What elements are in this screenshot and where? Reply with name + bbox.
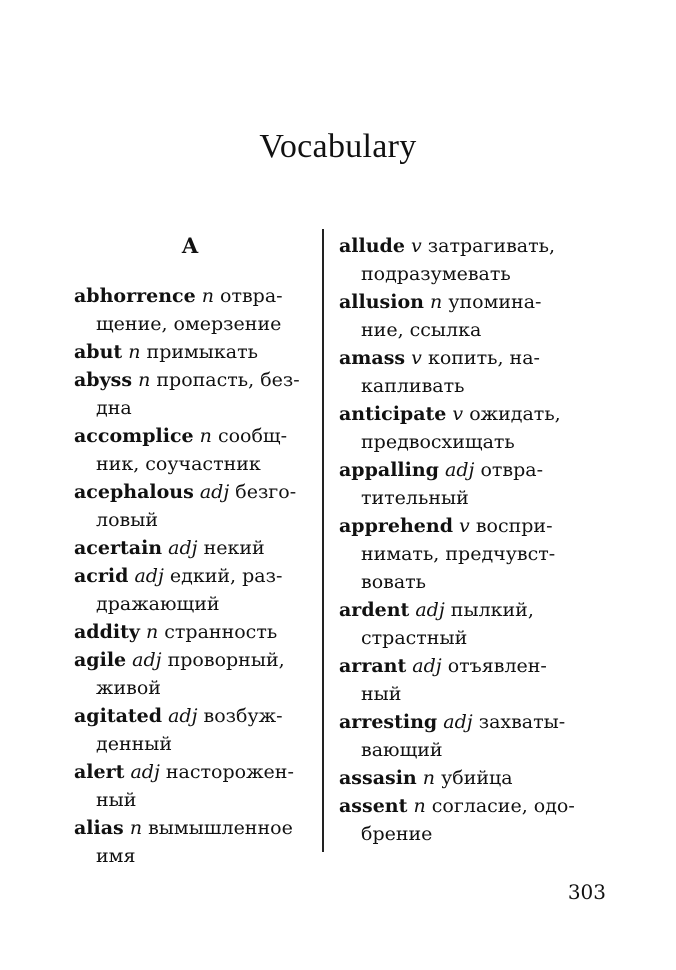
entry-definition: захваты-	[478, 711, 566, 733]
entry-part-of-speech: n	[145, 621, 159, 643]
entry-definition: отвра-	[480, 459, 543, 481]
entry-headword: acrid	[74, 565, 129, 587]
entry-part-of-speech: n	[199, 425, 212, 447]
entry-headword: allude	[339, 235, 405, 257]
left-column	[74, 232, 306, 870]
entry-part-of-speech: n	[129, 817, 143, 839]
entry-definition: безго-	[235, 481, 297, 503]
entry-definition: отвра-	[220, 285, 283, 307]
entry-part-of-speech: adj	[445, 459, 475, 481]
entry-definition-continuation: живой	[96, 677, 161, 699]
entry-part-of-speech: n	[430, 291, 443, 313]
entry-first-line	[339, 792, 584, 820]
vocab-entry	[339, 708, 584, 764]
entry-definition: ожидать,	[469, 403, 561, 425]
vocab-entry	[74, 338, 306, 366]
vocab-entry	[339, 344, 584, 400]
entry-definition: примыкать	[146, 341, 258, 363]
vocab-entry	[74, 366, 306, 422]
entry-definition-continuation: ник, соучастник	[96, 453, 261, 475]
entry-headword: addity	[74, 621, 140, 643]
entry-definition: упомина-	[448, 291, 542, 313]
page-number: 303	[567, 880, 606, 904]
entry-headword: assent	[339, 795, 408, 817]
entry-definition-continuation: предвосхищать	[361, 431, 515, 453]
vocab-entry	[74, 702, 306, 758]
entry-definition: отъявлен-	[447, 655, 547, 677]
left-entry-list	[74, 282, 306, 870]
entry-first-line	[339, 708, 584, 736]
entry-headword: abyss	[74, 369, 133, 391]
entry-definition: затрагивать,	[427, 235, 555, 257]
entry-definition: насторожен-	[165, 761, 294, 783]
entry-first-line	[339, 456, 584, 484]
entry-definition-continuation: брение	[361, 823, 433, 845]
entry-definition-continuation: дражающий	[96, 593, 220, 615]
entry-first-line	[74, 338, 306, 366]
entry-definition: копить, на-	[427, 347, 540, 369]
entry-part-of-speech: adj	[415, 599, 445, 621]
vocab-entry	[74, 618, 306, 646]
entry-definition: вымышленное	[148, 817, 293, 839]
entry-first-line	[339, 596, 584, 624]
entry-first-line	[339, 344, 584, 372]
entry-first-line	[74, 534, 306, 562]
vocab-entry	[74, 534, 306, 562]
vocab-entry	[74, 282, 306, 338]
column-divider	[322, 229, 324, 852]
entry-definition-continuation: страстный	[361, 627, 468, 649]
entry-definition-continuation: ный	[361, 683, 402, 705]
entry-headword: accomplice	[74, 425, 194, 447]
entry-part-of-speech: n	[128, 341, 141, 363]
entry-part-of-speech: n	[138, 369, 151, 391]
vocab-entry	[74, 562, 306, 618]
entry-definition: согласие, одо-	[431, 795, 575, 817]
entry-definition-continuation: щение, омерзение	[96, 313, 282, 335]
entry-headword: assasin	[339, 767, 417, 789]
entry-headword: agitated	[74, 705, 163, 727]
entry-part-of-speech: adj	[199, 481, 230, 503]
entry-part-of-speech: adj	[132, 649, 162, 671]
entry-first-line	[339, 764, 584, 792]
vocab-entry	[339, 764, 584, 792]
entry-first-line	[74, 282, 306, 310]
entry-definition: возбуж-	[203, 705, 283, 727]
vocab-entry	[74, 422, 306, 478]
entry-part-of-speech: adj	[443, 711, 473, 733]
entry-part-of-speech: adj	[168, 705, 198, 727]
vocab-entry	[339, 232, 584, 288]
entry-first-line	[74, 646, 306, 674]
vocab-entry	[339, 288, 584, 344]
entry-definition-continuation: денный	[96, 733, 173, 755]
entry-first-line	[339, 288, 584, 316]
entry-definition: пылкий,	[450, 599, 534, 621]
entry-headword: arresting	[339, 711, 438, 733]
vocab-entry	[339, 792, 584, 848]
entry-headword: acertain	[74, 537, 163, 559]
entry-first-line	[339, 512, 584, 540]
entry-definition-continuation: тительный	[361, 487, 469, 509]
entry-definition-continuation: ловый	[96, 509, 158, 531]
vocab-entry	[339, 400, 584, 456]
entry-definition-continuation: вовать	[361, 571, 427, 593]
entry-part-of-speech: v	[410, 235, 422, 257]
vocab-entry	[339, 652, 584, 708]
entry-headword: acephalous	[74, 481, 194, 503]
entry-part-of-speech: adj	[130, 761, 160, 783]
entry-definition: убийца	[441, 767, 513, 789]
entry-first-line	[74, 618, 306, 646]
entry-definition: пропасть, без-	[156, 369, 300, 391]
entry-headword: arrant	[339, 655, 407, 677]
entry-definition-continuation: капливать	[361, 375, 465, 397]
entry-definition-continuation: ние, ссылка	[361, 319, 482, 341]
vocab-entry	[339, 512, 584, 596]
entry-headword: anticipate	[339, 403, 447, 425]
entry-headword: allusion	[339, 291, 424, 313]
entry-headword: alias	[74, 817, 124, 839]
entry-first-line	[74, 478, 306, 506]
entry-definition-continuation: подразумевать	[361, 263, 511, 285]
entry-definition: проворный,	[167, 649, 285, 671]
entry-headword: appalling	[339, 459, 439, 481]
entry-headword: alert	[74, 761, 125, 783]
entry-definition-continuation: дна	[96, 397, 132, 419]
entry-definition-continuation: нимать, предчувст-	[361, 543, 556, 565]
entry-part-of-speech: v	[452, 403, 464, 425]
entry-definition: некий	[203, 537, 265, 559]
entry-headword: ardent	[339, 599, 410, 621]
entry-headword: abut	[74, 341, 123, 363]
page-title: Vocabulary	[259, 128, 417, 165]
vocab-entry	[339, 596, 584, 652]
entry-part-of-speech: n	[413, 795, 426, 817]
entry-part-of-speech: v	[459, 515, 470, 537]
entry-first-line	[74, 422, 306, 450]
vocab-entry	[74, 646, 306, 702]
entry-first-line	[339, 400, 584, 428]
entry-part-of-speech: adj	[168, 537, 198, 559]
section-letter: A	[181, 233, 199, 258]
vocab-entry	[74, 814, 306, 870]
vocab-entry	[74, 478, 306, 534]
entry-part-of-speech: n	[422, 767, 436, 789]
entry-definition: странность	[164, 621, 278, 643]
entry-part-of-speech: adj	[134, 565, 164, 587]
entry-first-line	[339, 232, 584, 260]
entry-headword: apprehend	[339, 515, 453, 537]
entry-first-line	[74, 814, 306, 842]
vocab-entry	[339, 456, 584, 512]
entry-definition-continuation: вающий	[361, 739, 443, 761]
entry-part-of-speech: v	[411, 347, 422, 369]
entry-definition: сообщ-	[217, 425, 287, 447]
entry-definition-continuation: ный	[96, 789, 137, 811]
entry-first-line	[74, 758, 306, 786]
entry-first-line	[339, 652, 584, 680]
entry-definition-continuation: имя	[96, 845, 136, 867]
entry-first-line	[74, 702, 306, 730]
vocab-entry	[74, 758, 306, 814]
entry-part-of-speech: n	[201, 285, 214, 307]
entry-definition: воспри-	[475, 515, 553, 537]
entry-part-of-speech: adj	[412, 655, 442, 677]
entry-first-line	[74, 366, 306, 394]
right-column	[339, 232, 584, 848]
entry-definition: едкий, раз-	[169, 565, 283, 587]
entry-first-line	[74, 562, 306, 590]
entry-headword: abhorrence	[74, 285, 196, 307]
entry-headword: amass	[339, 347, 406, 369]
right-entry-list	[339, 232, 584, 848]
entry-headword: agile	[74, 649, 127, 671]
